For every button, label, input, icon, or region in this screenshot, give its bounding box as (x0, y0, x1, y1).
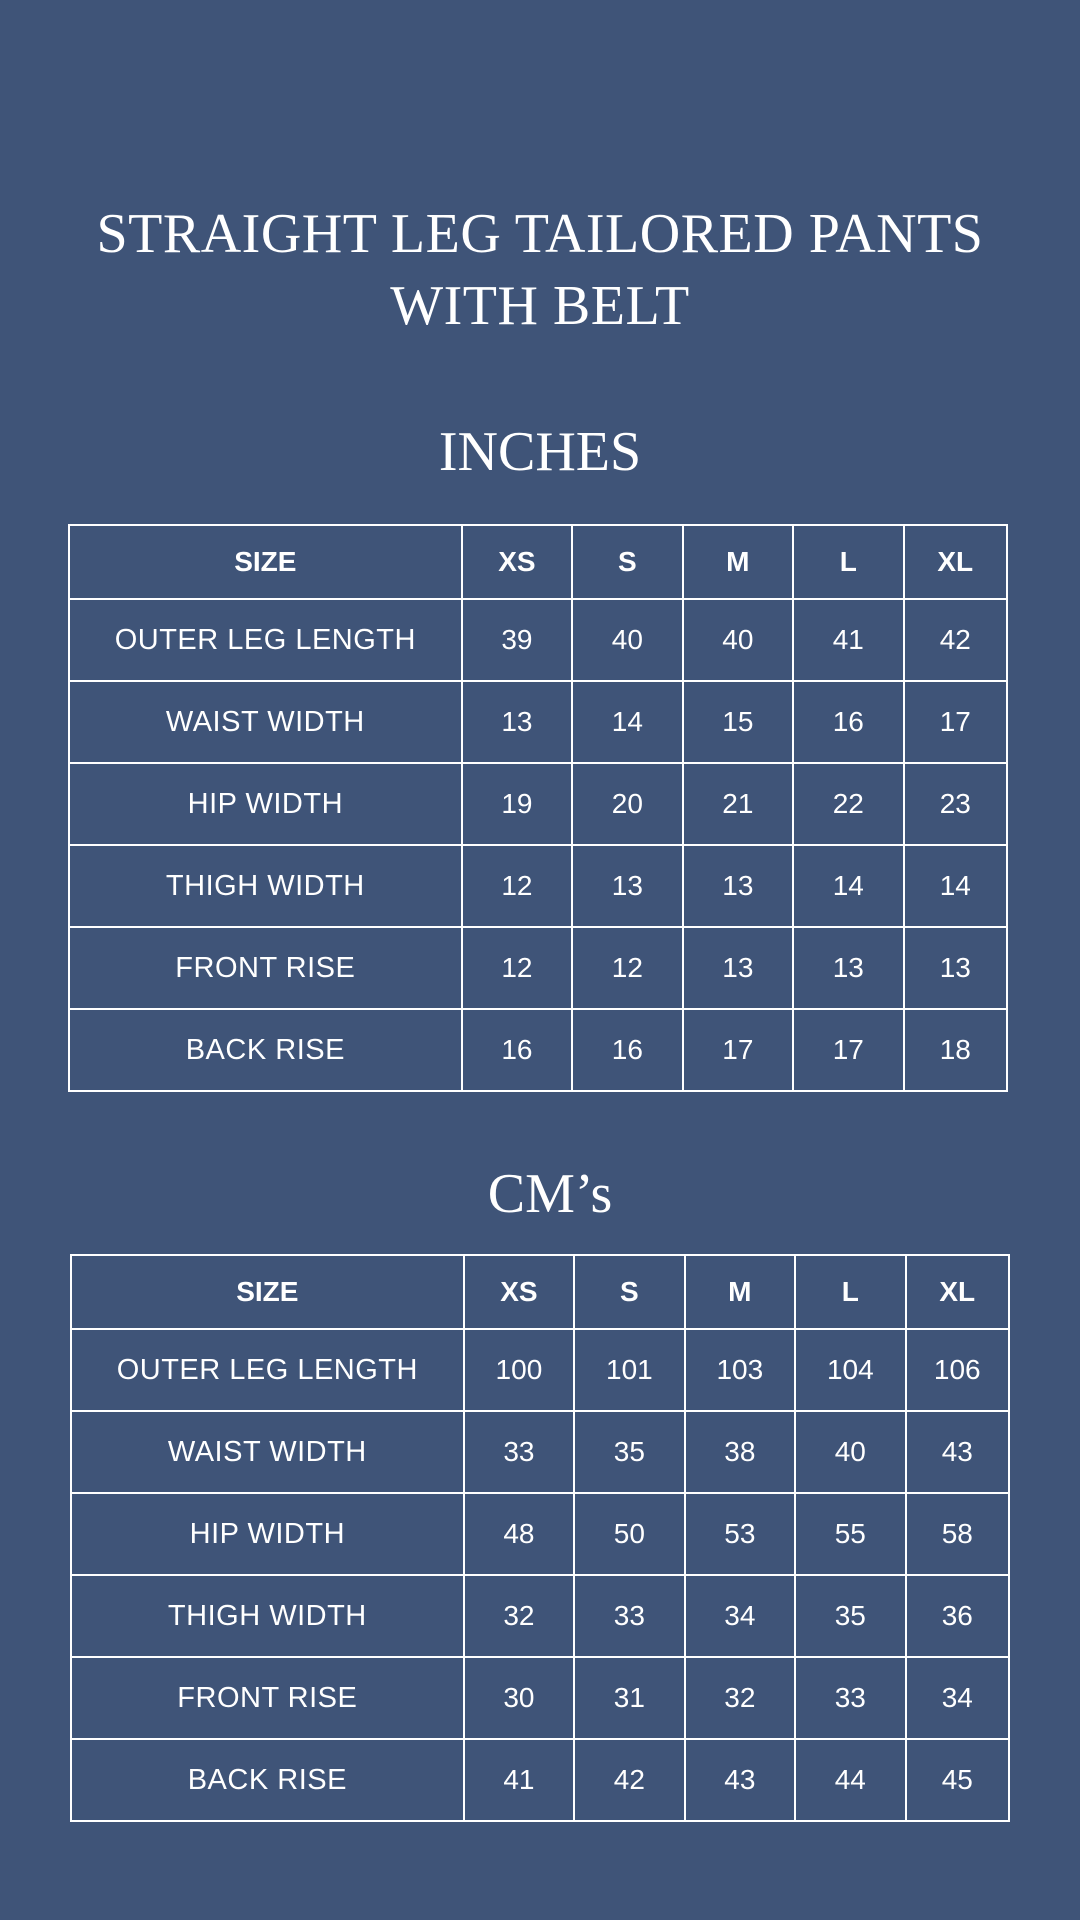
inches-size-table (68, 524, 1008, 1092)
row-label: OUTER LEG LENGTH (69, 599, 462, 681)
table-cell: 16 (793, 681, 903, 763)
table-cell: 58 (906, 1493, 1009, 1575)
table-cell: 34 (906, 1657, 1009, 1739)
table-row (69, 1009, 1007, 1091)
column-header-xs: XS (464, 1255, 574, 1329)
column-header-xs: XS (462, 525, 572, 599)
column-header-xl: XL (904, 525, 1007, 599)
row-label: WAIST WIDTH (71, 1411, 464, 1493)
table-cell: 38 (685, 1411, 795, 1493)
table-cell: 36 (906, 1575, 1009, 1657)
table-cell: 20 (572, 763, 682, 845)
table-cell: 16 (462, 1009, 572, 1091)
row-label: FRONT RISE (69, 927, 462, 1009)
page-title-line-2: WITH BELT (390, 275, 690, 337)
cms-size-table (70, 1254, 1010, 1822)
inches-heading: INCHES (438, 421, 642, 483)
column-header-xl: XL (906, 1255, 1009, 1329)
table-cell: 50 (574, 1493, 684, 1575)
table-cell: 17 (683, 1009, 793, 1091)
table-cell: 43 (906, 1411, 1009, 1493)
page-title (0, 198, 1080, 342)
table-cell: 22 (793, 763, 903, 845)
column-header-size: SIZE (71, 1255, 464, 1329)
column-header-m: M (685, 1255, 795, 1329)
table-cell: 14 (793, 845, 903, 927)
table-cell: 32 (464, 1575, 574, 1657)
table-cell: 13 (462, 681, 572, 763)
table-cell: 43 (685, 1739, 795, 1821)
table-header-row (69, 525, 1007, 599)
table-cell: 35 (795, 1575, 905, 1657)
table-cell: 13 (793, 927, 903, 1009)
table-cell: 17 (904, 681, 1007, 763)
table-row (69, 845, 1007, 927)
table-header-row (71, 1255, 1009, 1329)
table-cell: 12 (462, 927, 572, 1009)
table-cell: 42 (904, 599, 1007, 681)
table-cell: 45 (906, 1739, 1009, 1821)
table-cell: 13 (683, 845, 793, 927)
table-row (69, 599, 1007, 681)
table-cell: 13 (904, 927, 1007, 1009)
table-cell: 33 (795, 1657, 905, 1739)
table-cell: 100 (464, 1329, 574, 1411)
table-cell: 19 (462, 763, 572, 845)
table-cell: 40 (572, 599, 682, 681)
table-cell: 40 (683, 599, 793, 681)
row-label: WAIST WIDTH (69, 681, 462, 763)
table-cell: 103 (685, 1329, 795, 1411)
table-cell: 14 (904, 845, 1007, 927)
table-row (71, 1329, 1009, 1411)
column-header-l: L (795, 1255, 905, 1329)
table-cell: 16 (572, 1009, 682, 1091)
table-cell: 101 (574, 1329, 684, 1411)
table-cell: 23 (904, 763, 1007, 845)
table-row (71, 1493, 1009, 1575)
page-title-line-1: STRAIGHT LEG TAILORED PANTS (96, 203, 984, 265)
table-cell: 18 (904, 1009, 1007, 1091)
table-cell: 13 (683, 927, 793, 1009)
column-header-size: SIZE (69, 525, 462, 599)
table-cell: 106 (906, 1329, 1009, 1411)
table-cell: 39 (462, 599, 572, 681)
table-cell: 31 (574, 1657, 684, 1739)
row-label: THIGH WIDTH (69, 845, 462, 927)
table-cell: 48 (464, 1493, 574, 1575)
row-label: THIGH WIDTH (71, 1575, 464, 1657)
table-cell: 104 (795, 1329, 905, 1411)
row-label: HIP WIDTH (71, 1493, 464, 1575)
row-label: HIP WIDTH (69, 763, 462, 845)
row-label: FRONT RISE (71, 1657, 464, 1739)
table-cell: 32 (685, 1657, 795, 1739)
row-label: BACK RISE (71, 1739, 464, 1821)
table-cell: 42 (574, 1739, 684, 1821)
cms-heading: CM’s (487, 1163, 613, 1225)
table-cell: 55 (795, 1493, 905, 1575)
table-row (71, 1657, 1009, 1739)
table-cell: 17 (793, 1009, 903, 1091)
table-cell: 35 (574, 1411, 684, 1493)
table-cell: 40 (795, 1411, 905, 1493)
table-cell: 34 (685, 1575, 795, 1657)
table-row (69, 763, 1007, 845)
table-cell: 44 (795, 1739, 905, 1821)
table-cell: 41 (464, 1739, 574, 1821)
table-row (69, 681, 1007, 763)
table-cell: 53 (685, 1493, 795, 1575)
table-cell: 14 (572, 681, 682, 763)
column-header-s: S (574, 1255, 684, 1329)
table-cell: 13 (572, 845, 682, 927)
table-row (69, 927, 1007, 1009)
table-row (71, 1575, 1009, 1657)
column-header-m: M (683, 525, 793, 599)
table-cell: 12 (462, 845, 572, 927)
row-label: BACK RISE (69, 1009, 462, 1091)
table-cell: 33 (574, 1575, 684, 1657)
table-cell: 33 (464, 1411, 574, 1493)
table-cell: 30 (464, 1657, 574, 1739)
column-header-s: S (572, 525, 682, 599)
table-cell: 41 (793, 599, 903, 681)
table-row (71, 1739, 1009, 1821)
table-cell: 21 (683, 763, 793, 845)
table-cell: 15 (683, 681, 793, 763)
column-header-l: L (793, 525, 903, 599)
row-label: OUTER LEG LENGTH (71, 1329, 464, 1411)
table-cell: 12 (572, 927, 682, 1009)
table-row (71, 1411, 1009, 1493)
